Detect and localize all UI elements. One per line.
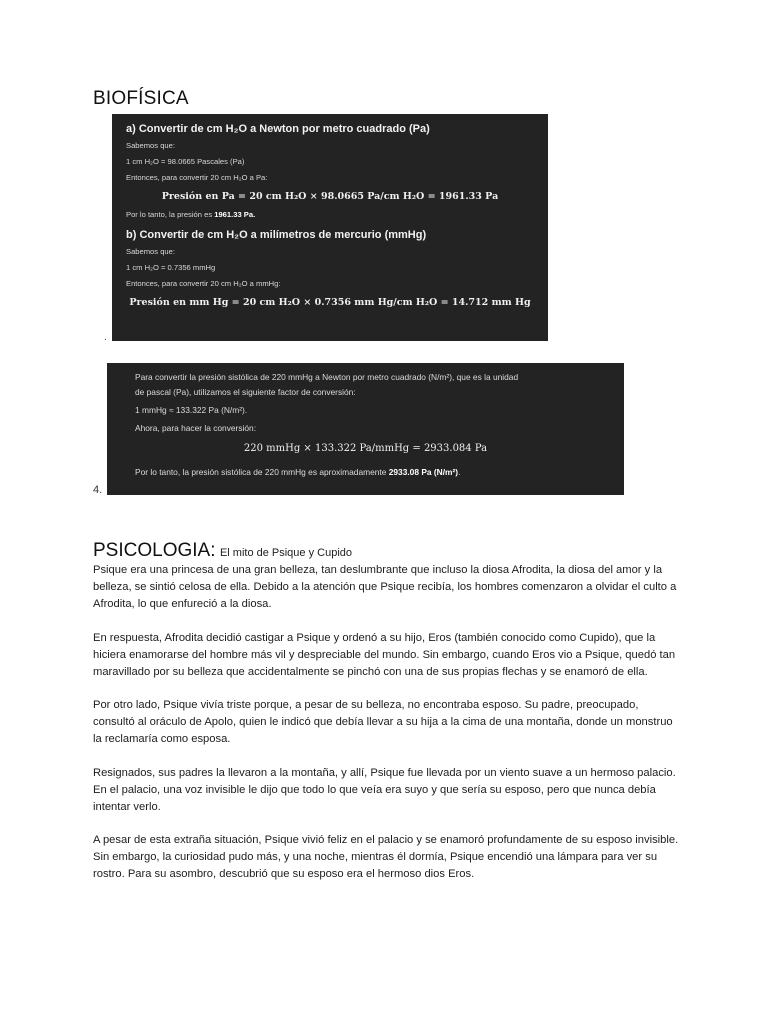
shot2-line-3: 1 mmHg ≈ 133.322 Pa (N/m²).: [135, 405, 248, 415]
shot2-result-prefix: Por lo tanto, la presión sistólica de 220 mmHg es aproximadamente: [135, 467, 389, 477]
shot2-equation: 220 mmHg × 133.322 Pa/mmHg = 2933.084 Pa: [243, 443, 488, 454]
paragraph: Por otro lado, Psique vivía triste porque, a pesar de su belleza, no encontraba esposo. Su padre, preocupado, consultó al oráculo de Apolo, quien le indicó que debía llevar a su hija a la cima de una montaña, donde un monstruo la reclamaría como esposa.: [93, 699, 673, 745]
psicologia-heading-row: [93, 540, 352, 562]
part-a-result: [126, 209, 534, 220]
part-a-line-1: Sabemos que:: [126, 141, 175, 150]
part-a-equation: Presión en Pa = 20 cm H₂O × 98.0665 Pa/cm H₂O = 1961.33 Pa: [161, 191, 499, 202]
paragraph: En respuesta, Afrodita decidió castigar a Psique y ordenó a su hijo, Eros (también conocido como Cupido), que la hiciera enamorarse del hombre más vil y despreciable del mundo. Sin embargo, cuando Eros vio a Psique, quedó tan maravillado por su belleza que accidentalmente se pinchó con una de sus propias flechas y se enamoró de ella.: [93, 631, 676, 678]
shot2-result: [135, 466, 596, 478]
psicologia-heading: PSICOLOGIA:: [93, 540, 216, 561]
shot2-result-suffix: .: [458, 467, 461, 477]
part-a-title: a) Convertir de cm H₂O a Newton por metro cuadrado (Pa): [126, 123, 430, 135]
part-b-line-3: Entonces, para convertir 20 cm H₂O a mmHg:: [126, 279, 281, 288]
part-b-equation: Presión en mm Hg = 20 cm H₂O × 0.7356 mm Hg/cm H₂O = 14.712 mm Hg: [129, 297, 531, 308]
conversion-screenshot-2: [107, 363, 624, 495]
story-body: [93, 562, 683, 900]
part-a-result-value: 1961.33 Pa.: [214, 210, 256, 219]
part-a-line-3: Entonces, para convertir 20 cm H₂O a Pa:: [126, 173, 268, 182]
shot2-line-1: Para convertir la presión sistólica de 220 mmHg a Newton por metro cuadrado (N/m²), que es la unidad: [135, 372, 519, 382]
part-b-line-2: 1 cm H₂O = 0.7356 mmHg: [126, 263, 216, 272]
conversion-screenshot-1: [112, 114, 548, 341]
part-b-title: b) Convertir de cm H₂O a milímetros de mercurio (mmHg): [126, 229, 427, 241]
paragraph: Resignados, sus padres la llevaron a la montaña, y allí, Psique fue llevada por un viento suave a un hermoso palacio. En el palacio, una voz invisible le dijo que todo lo que veía era suyo y que sería su esposo, pero que nunca debía intentar verlo.: [93, 766, 676, 813]
psicologia-subtitle: El mito de Psique y Cupido: [219, 547, 353, 559]
paragraph: Psique era una princesa de una gran belleza, tan deslumbrante que incluso la diosa Afrodita, la diosa del amor y la belleza, se sintió celosa de ella. Debido a la atención que Psique recibía, los hombres comenzaron a olvidar el culto a Afrodita, lo que enfureció a la diosa.: [93, 564, 677, 610]
shot2-line-2: de pascal (Pa), utilizamos el siguiente factor de conversión:: [135, 387, 356, 397]
list-item-number: 4.: [93, 484, 103, 496]
part-a-result-prefix: Por lo tanto, la presión es: [126, 210, 215, 219]
part-a-line-2: 1 cm H₂O = 98.0665 Pascales (Pa): [126, 157, 245, 166]
shot2-result-value: 2933.08 Pa (N/m²): [388, 467, 459, 477]
paragraph: A pesar de esta extraña situación, Psique vivió feliz en el palacio y se enamoró profundamente de su esposo invisible. Sin embargo, la curiosidad pudo más, y una noche, mientras él dormía, Psique encendió una lámpara para ver su rostro. Para su asombro, descubrió que su esposo era el hermoso dios Eros.: [93, 834, 679, 880]
shot2-line-4: Ahora, para hacer la conversión:: [135, 423, 257, 433]
biofisica-heading: BIOFÍSICA: [93, 88, 189, 109]
list-dot-marker: .: [104, 332, 107, 343]
part-b-line-1: Sabemos que:: [126, 247, 175, 256]
